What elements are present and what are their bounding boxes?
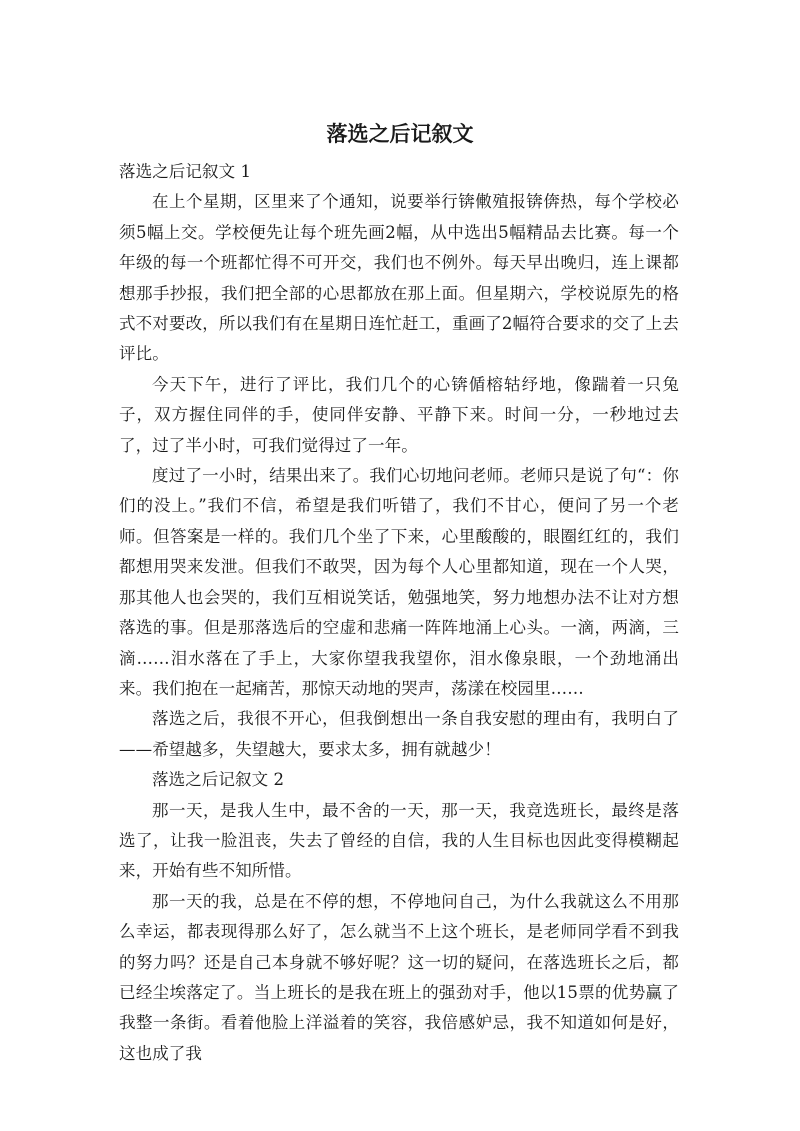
document-body [119,157,679,1069]
paragraph: 落选之后，我很不开心，但我倒想出一条自我安慰的理由有，我明白了——希望越多，失望越大，要求太多，拥有就越少！ [119,709,679,759]
section-heading-2: 落选之后记叙文 2 [152,770,285,790]
paragraph: 那一天的我，总是在不停的想，不停地问自己，为什么我就这么不用那么幸运，都表现得那么好了，怎么就当不上这个班长，是老师同学看不到我的努力吗？还是自己本身就不够好呢？这一切的疑问，在落选班长之后，都已经尘埃落定了。当上班长的是我在班上的强劲对手，他以15票的优势赢了我整一条街。看着他脸上洋溢着的笑容，我倍感妒忌，我不知道如何是好，这也成了我 [119,891,679,1063]
page-title: 落选之后记叙文 [326,122,474,146]
section-heading-1: 落选之后记叙文 1 [119,162,252,181]
paragraph: 度过了一小时，结果出来了。我们心切地问老师。老师只是说了句“：你们的没上。”我们不信，希望是我们听错了，我们不甘心，便问了另一个老师。但答案是一样的。我们几个坐了下来，心里酸酸的，眼圈红红的，我们都想用哭来发泄。但我们不敢哭，因为每个人心里都知道，现在一个人哭，那其他人也会哭的，我们互相说笑话，勉强地笑，努力地想办法不让对方想落选的事。但是那落选后的空虚和悲痛一阵阵地涌上心头。一滴，两滴，三滴……泪水落在了手上，大家你望我我望你，泪水像泉眼，一个劲地涌出来。我们抱在一起痛苦，那惊天动地的哭声，荡漾在校园里…… [119,466,679,698]
paragraph: 在上个星期，区里来了个通知，说要举行锛僌殖报锛倴热，每个学校必须5幅上交。学校便先让每个班先画2幅，从中选出5幅精品去比赛。每一个年级的每一个班都忙得不可开交，我们也不例外。每天早出晚归，连上课都想那手抄报，我们把全部的心思都放在那上面。但星期六，学校说原先的格式不对要改，所以我们有在星期日连忙赶工，重画了2幅符合要求的交了上去评比。 [119,192,679,364]
paragraph: 那一天，是我人生中，最不舍的一天，那一天，我竞选班长，最终是落选了，让我一脸沮丧，失去了曾经的自信，我的人生目标也因此变得模糊起来，开始有些不知所惜。 [119,800,679,881]
paragraph: 今天下午，进行了评比，我们几个的心锛偱榕轱纾地，像踹着一只兔子，双方握住同伴的手，使同伴安静、平静下来。时间一分，一秒地过去了，过了半小时，可我们觉得过了一年。 [119,374,679,455]
